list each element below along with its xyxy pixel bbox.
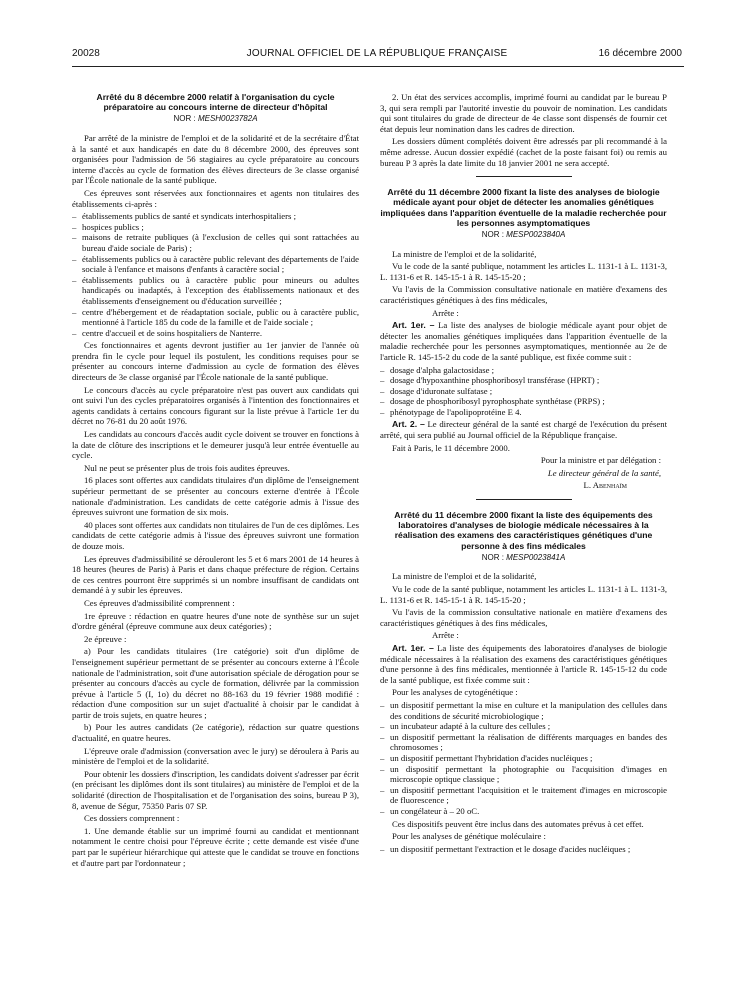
nor-code: MESP0023840A bbox=[506, 229, 566, 239]
list-item: – un dispositif permettant l'acquisition et le traitement d'images en microscopie de fluorescence ; bbox=[380, 785, 667, 806]
signatory-name: L. Abenhaïm bbox=[583, 480, 627, 491]
paragraph: 2. Un état des services accomplis, imprimé fourni au candidat par le bureau P 3, qui sera rempli par l'autorité investie du pouvoir de nomination. Les candidats qui sont titulaires du grade de directeur de 4e classe sont dispensés de fournir cet état depuis leur nomination dans les cadres de direction. bbox=[380, 92, 667, 134]
establishments-list bbox=[72, 211, 359, 338]
list-item: – un dispositif permettant la photographie ou l'acquisition d'images en microscopie optique classique ; bbox=[380, 764, 667, 785]
journal-title: JOURNAL OFFICIEL DE LA RÉPUBLIQUE FRANÇAISE bbox=[246, 48, 508, 59]
paragraph: Le concours d'accès au cycle préparatoire n'est pas ouvert aux candidats qui ont suivi l'un des cycles préparatoires organisés à l'intention des fonctionnaires et agents candidats à certains concours figurant sur la liste prévue à l'article 1er du décret no 76-81 du 20 août 1976. bbox=[72, 384, 359, 427]
molecular-equipment-list bbox=[380, 844, 667, 855]
paragraph: a) Pour les candidats titulaires (1re catégorie) soit d'un diplôme de l'enseignement supérieur permettant de se présenter au concours externe à l'École nationale de l'administration, soit d'une autorisation spéciale de dérogation pour se présenter au concours d'accès au cycle de formation, délivrée par la commission prévue à l'article 5 (I, 1o) du décret no 88-163 du 19 février 1988 modifié : rédaction d'une composition sur un sujet d'actualité à choisir par le candidat à partir de trois sujets, en quatre heures ; bbox=[72, 646, 359, 720]
paragraph: La ministre de l'emploi et de la solidarité, bbox=[392, 248, 537, 259]
article-text: Le directeur général de la santé est chargé de l'exécution du présent arrêté, qui sera publié au Journal officiel de la République française. bbox=[380, 419, 667, 441]
list-item: – un incubateur adapté à la culture des cellules ; bbox=[380, 721, 667, 732]
list-item: – établissements publics de santé et syndicats interhospitaliers ; bbox=[72, 211, 359, 222]
paragraph: Ces dossiers comprennent : bbox=[84, 813, 180, 824]
article-label: Art. 2. – bbox=[392, 419, 425, 430]
paragraph: 16 places sont offertes aux candidats titulaires d'un diplôme de l'enseignement supérieur permettant de se présenter au concours externe d'entrée à l'École nationale d'administration. Les candidats de cette catégorie admis à l'issue des épreuves suivront une formation de six mois. bbox=[72, 475, 359, 518]
list-item: – dosage d'iduronate sulfatase ; bbox=[380, 386, 667, 397]
article-title: Arrêté du 8 décembre 2000 relatif à l'organisation du cycle préparatoire au concours interne de directeur d'hôpital bbox=[96, 92, 335, 113]
paragraph: Par arrêté de la ministre de l'emploi et de la solidarité et de la secrétaire d'État à la santé et aux handicapés en date du 8 décembre 2000, des épreuves sont organisées pour l'admission de 56 stagiaires au cycle préparatoire au concours interne d'accès au cycle de formation des élèves directeurs de 3e classe organisé par l'École nationale de la santé publique. bbox=[72, 133, 359, 186]
paragraph: 40 places sont offertes aux candidats non titulaires de l'un de ces diplômes. Les candidats de cette catégorie admis à l'issue des épreuves suivront une formation de douze mois. bbox=[72, 519, 359, 551]
article-paragraph bbox=[380, 320, 667, 362]
paragraph: Les dossiers dûment complétés doivent être adressés par pli recommandé à la même adresse. Aucun dossier expédié (cachet de la poste faisant foi) ou remis au bureau P 3 après la date limite du 18 janvier 2001 ne sera accepté. bbox=[380, 136, 667, 168]
article-label: Art. 1er. – bbox=[392, 643, 434, 653]
paragraph: Ces dispositifs peuvent être inclus dans des automates prévus à cet effet. bbox=[392, 818, 644, 829]
article-separator bbox=[476, 176, 572, 177]
signature-line: Pour la ministre et par délégation : bbox=[540, 455, 661, 466]
paragraph: b) Pour les autres candidats (2e catégorie), rédaction sur quatre questions d'actualité, en quatre heures. bbox=[72, 722, 359, 744]
list-item: – phénotypage de l'apolipoprotéine E 4. bbox=[380, 407, 667, 418]
article-separator bbox=[476, 499, 572, 500]
nor-reference bbox=[380, 553, 667, 564]
list-item: – dosage d'hypoxanthine phosphoribosyl transférase (HPRT) ; bbox=[380, 375, 667, 386]
nor-reference bbox=[380, 230, 667, 241]
nor-label: NOR : bbox=[481, 552, 504, 562]
paragraph: 1re épreuve : rédaction en quatre heures d'une note de synthèse sur un sujet d'ordre général (épreuve commune aux deux catégories) ; bbox=[72, 610, 359, 632]
nor-code: MESP0023841A bbox=[506, 552, 566, 562]
list-item: – centre d'hébergement et de réadaptation sociale, public ou à caractère public, mentionné à l'article 185 du code de la famille et de l'aide sociale ; bbox=[72, 307, 359, 328]
nor-code: MESH0023782A bbox=[197, 114, 258, 124]
page-header bbox=[72, 48, 682, 62]
list-item: – centre d'accueil et de soins hospitaliers de Nanterre. bbox=[72, 328, 359, 339]
paragraph: Pour les analyses de génétique moléculaire : bbox=[392, 831, 546, 842]
paragraph: L'épreuve orale d'admission (conversation avec le jury) se déroulera à Paris au ministère de l'emploi et de la solidarité. bbox=[72, 745, 359, 767]
paragraph: Pour les analyses de cytogénétique : bbox=[392, 687, 518, 698]
arrete-heading: Arrête : bbox=[432, 307, 459, 318]
list-item: – hospices publics ; bbox=[72, 222, 359, 233]
paragraph: Les candidats au concours d'accès audit cycle doivent se trouver en fonctions à la date de clôture des inscriptions et le demeurer jusqu'à leur entrée éventuelle au cycle. bbox=[72, 429, 359, 461]
paragraph: La ministre de l'emploi et de la solidarité, bbox=[392, 571, 537, 582]
paragraph: Ces épreuves sont réservées aux fonctionnaires et agents non titulaires des établissements ci-après : bbox=[72, 187, 359, 209]
list-item: – établissements publics ou à caractère public pour mineurs ou adultes handicapés ou inadaptés, à l'exception des établissements nationaux et des établissements d'enseignement ou d'éducation surveillée ; bbox=[72, 275, 359, 307]
article-text: La liste des analyses de biologie médicale ayant pour objet de détecter les anomalies génétiques impliquées dans l'apparition éventuelle de la maladie recherchée pour les personnes asymptomatiques, mentionnée au 2e de l'article R. 145-15-2 du code de la santé publique, est fixée comme suit : bbox=[380, 320, 667, 362]
signature-title: Le directeur général de la santé, bbox=[547, 467, 661, 478]
list-item: – établissements publics ou à caractère public relevant des départements de l'aide sociale à l'enfance et maisons d'enfants à caractère social ; bbox=[72, 254, 359, 275]
cytogenetics-equipment-list bbox=[380, 700, 667, 817]
nor-label: NOR : bbox=[173, 114, 196, 124]
left-column bbox=[72, 92, 359, 982]
paragraph: Vu l'avis de la Commission consultative nationale en matière d'examens des caractéristiques génétiques à des fins médicales, bbox=[380, 284, 667, 305]
paragraph: Vu le code de la santé publique, notamment les articles L. 1131-1 à L. 1131-3, L. 1131-6 et R. 145-15-1 à R. 145-15-20 ; bbox=[380, 584, 667, 605]
list-item: – dosage de phosphoribosyl pyrophosphate synthétase (PRPS) ; bbox=[380, 396, 667, 407]
page-number: 20028 bbox=[72, 48, 100, 59]
article-label: Art. 1er. – bbox=[392, 320, 435, 331]
paragraph: Vu le code de la santé publique, notamment les articles L. 1131-1 à L. 1131-3, L. 1131-6 et R. 145-15-1 à R. 145-15-20 ; bbox=[380, 261, 667, 282]
article-paragraph bbox=[380, 419, 667, 440]
analyses-list bbox=[380, 365, 667, 418]
article-paragraph bbox=[380, 643, 667, 685]
paragraph: 1. Une demande établie sur un imprimé fourni au candidat et mentionnant notamment le centre choisi pour l'épreuve écrite ; cette demande est visée d'une part par le supérieur hiérarchique qui atteste que le candidat se trouve en fonctions et d'autre part par l'ordonnateur ; bbox=[72, 825, 359, 868]
article-title: Arrêté du 11 décembre 2000 fixant la liste des équipements des laboratoires d'analyses de biologie médicale nécessaires à la réalisation des examens des caractéristiques génétiques d'une personne à des fins médicales bbox=[394, 510, 653, 551]
nor-reference bbox=[72, 114, 359, 125]
paragraph: Ces fonctionnaires et agents devront justifier au 1er janvier de l'année où prendra fin le cycle pour lequel ils postulent, les conditions requises pour se présenter au concours interne d'admission au cycle de formation des élèves directeurs de 3e classe organisé par l'École nationale de la santé publique. bbox=[72, 340, 359, 383]
list-item: – dosage d'alpha galactosidase ; bbox=[380, 365, 667, 376]
header-rule bbox=[72, 66, 684, 67]
paragraph: Ces épreuves d'admissibilité comprennent : bbox=[84, 597, 235, 608]
list-item: – un dispositif permettant l'extraction et le dosage d'acides nucléiques ; bbox=[380, 844, 667, 855]
list-item: – un dispositif permettant la réalisation de différents marquages en bandes des chromosomes ; bbox=[380, 732, 667, 753]
arrete-heading: Arrête : bbox=[432, 630, 459, 641]
paragraph: Pour obtenir les dossiers d'inscription, les candidats doivent s'adresser par écrit (en précisant les diplômes dont ils sont titulaires) au ministère de l'emploi et de la solidarité (direction de l'hospitalisation et de l'organisation des soins, bureau P 3), 8, avenue de Ségur, 75350 Paris 07 SP. bbox=[72, 768, 359, 811]
paragraph: Les épreuves d'admissibilité se dérouleront les 5 et 6 mars 2001 de 14 heures à 18 heures (heures de Paris) à Paris et dans chaque préfecture de région. Certains de ces centres pourront être supprimés si un nombre insuffisant de candidats ont demandé à y subir les épreuves. bbox=[72, 553, 359, 596]
paragraph: 2e épreuve : bbox=[84, 633, 127, 644]
list-item: – un congélateur à – 20 oC. bbox=[380, 806, 667, 817]
issue-date: 16 décembre 2000 bbox=[598, 48, 682, 59]
right-column bbox=[380, 92, 667, 982]
article-text: La liste des équipements des laboratoires d'analyses de biologie médicale nécessaires à la réalisation des examens des caractéristiques génétiques d'une personne à des fins médicales, mentionnée à l'article R. 145-15-12 du code de la santé publique, est fixée comme suit : bbox=[380, 643, 667, 685]
signature-date: Fait à Paris, le 11 décembre 2000. bbox=[392, 442, 510, 453]
paragraph: Nul ne peut se présenter plus de trois fois audites épreuves. bbox=[84, 462, 290, 473]
article-title: Arrêté du 11 décembre 2000 fixant la liste des analyses de biologie médicale ayant pour objet de détecter les anomalies génétiques impliquées dans l'apparition éventuelle de la maladie recherchée pour les personnes asymptomatiques bbox=[380, 187, 667, 228]
list-item: – un dispositif permettant la mise en culture et la manipulation des cellules dans des conditions de sécurité microbiologique ; bbox=[380, 700, 667, 721]
nor-label: NOR : bbox=[481, 229, 504, 239]
paragraph: Vu l'avis de la commission consultative nationale en matière d'examens des caractéristiques génétiques à des fins médicales, bbox=[380, 607, 667, 628]
list-item: – maisons de retraite publiques (à l'exclusion de celles qui sont rattachées au bureau d'aide sociale de Paris) ; bbox=[72, 232, 359, 253]
list-item: – un dispositif permettant l'hybridation d'acides nucléiques ; bbox=[380, 753, 667, 764]
